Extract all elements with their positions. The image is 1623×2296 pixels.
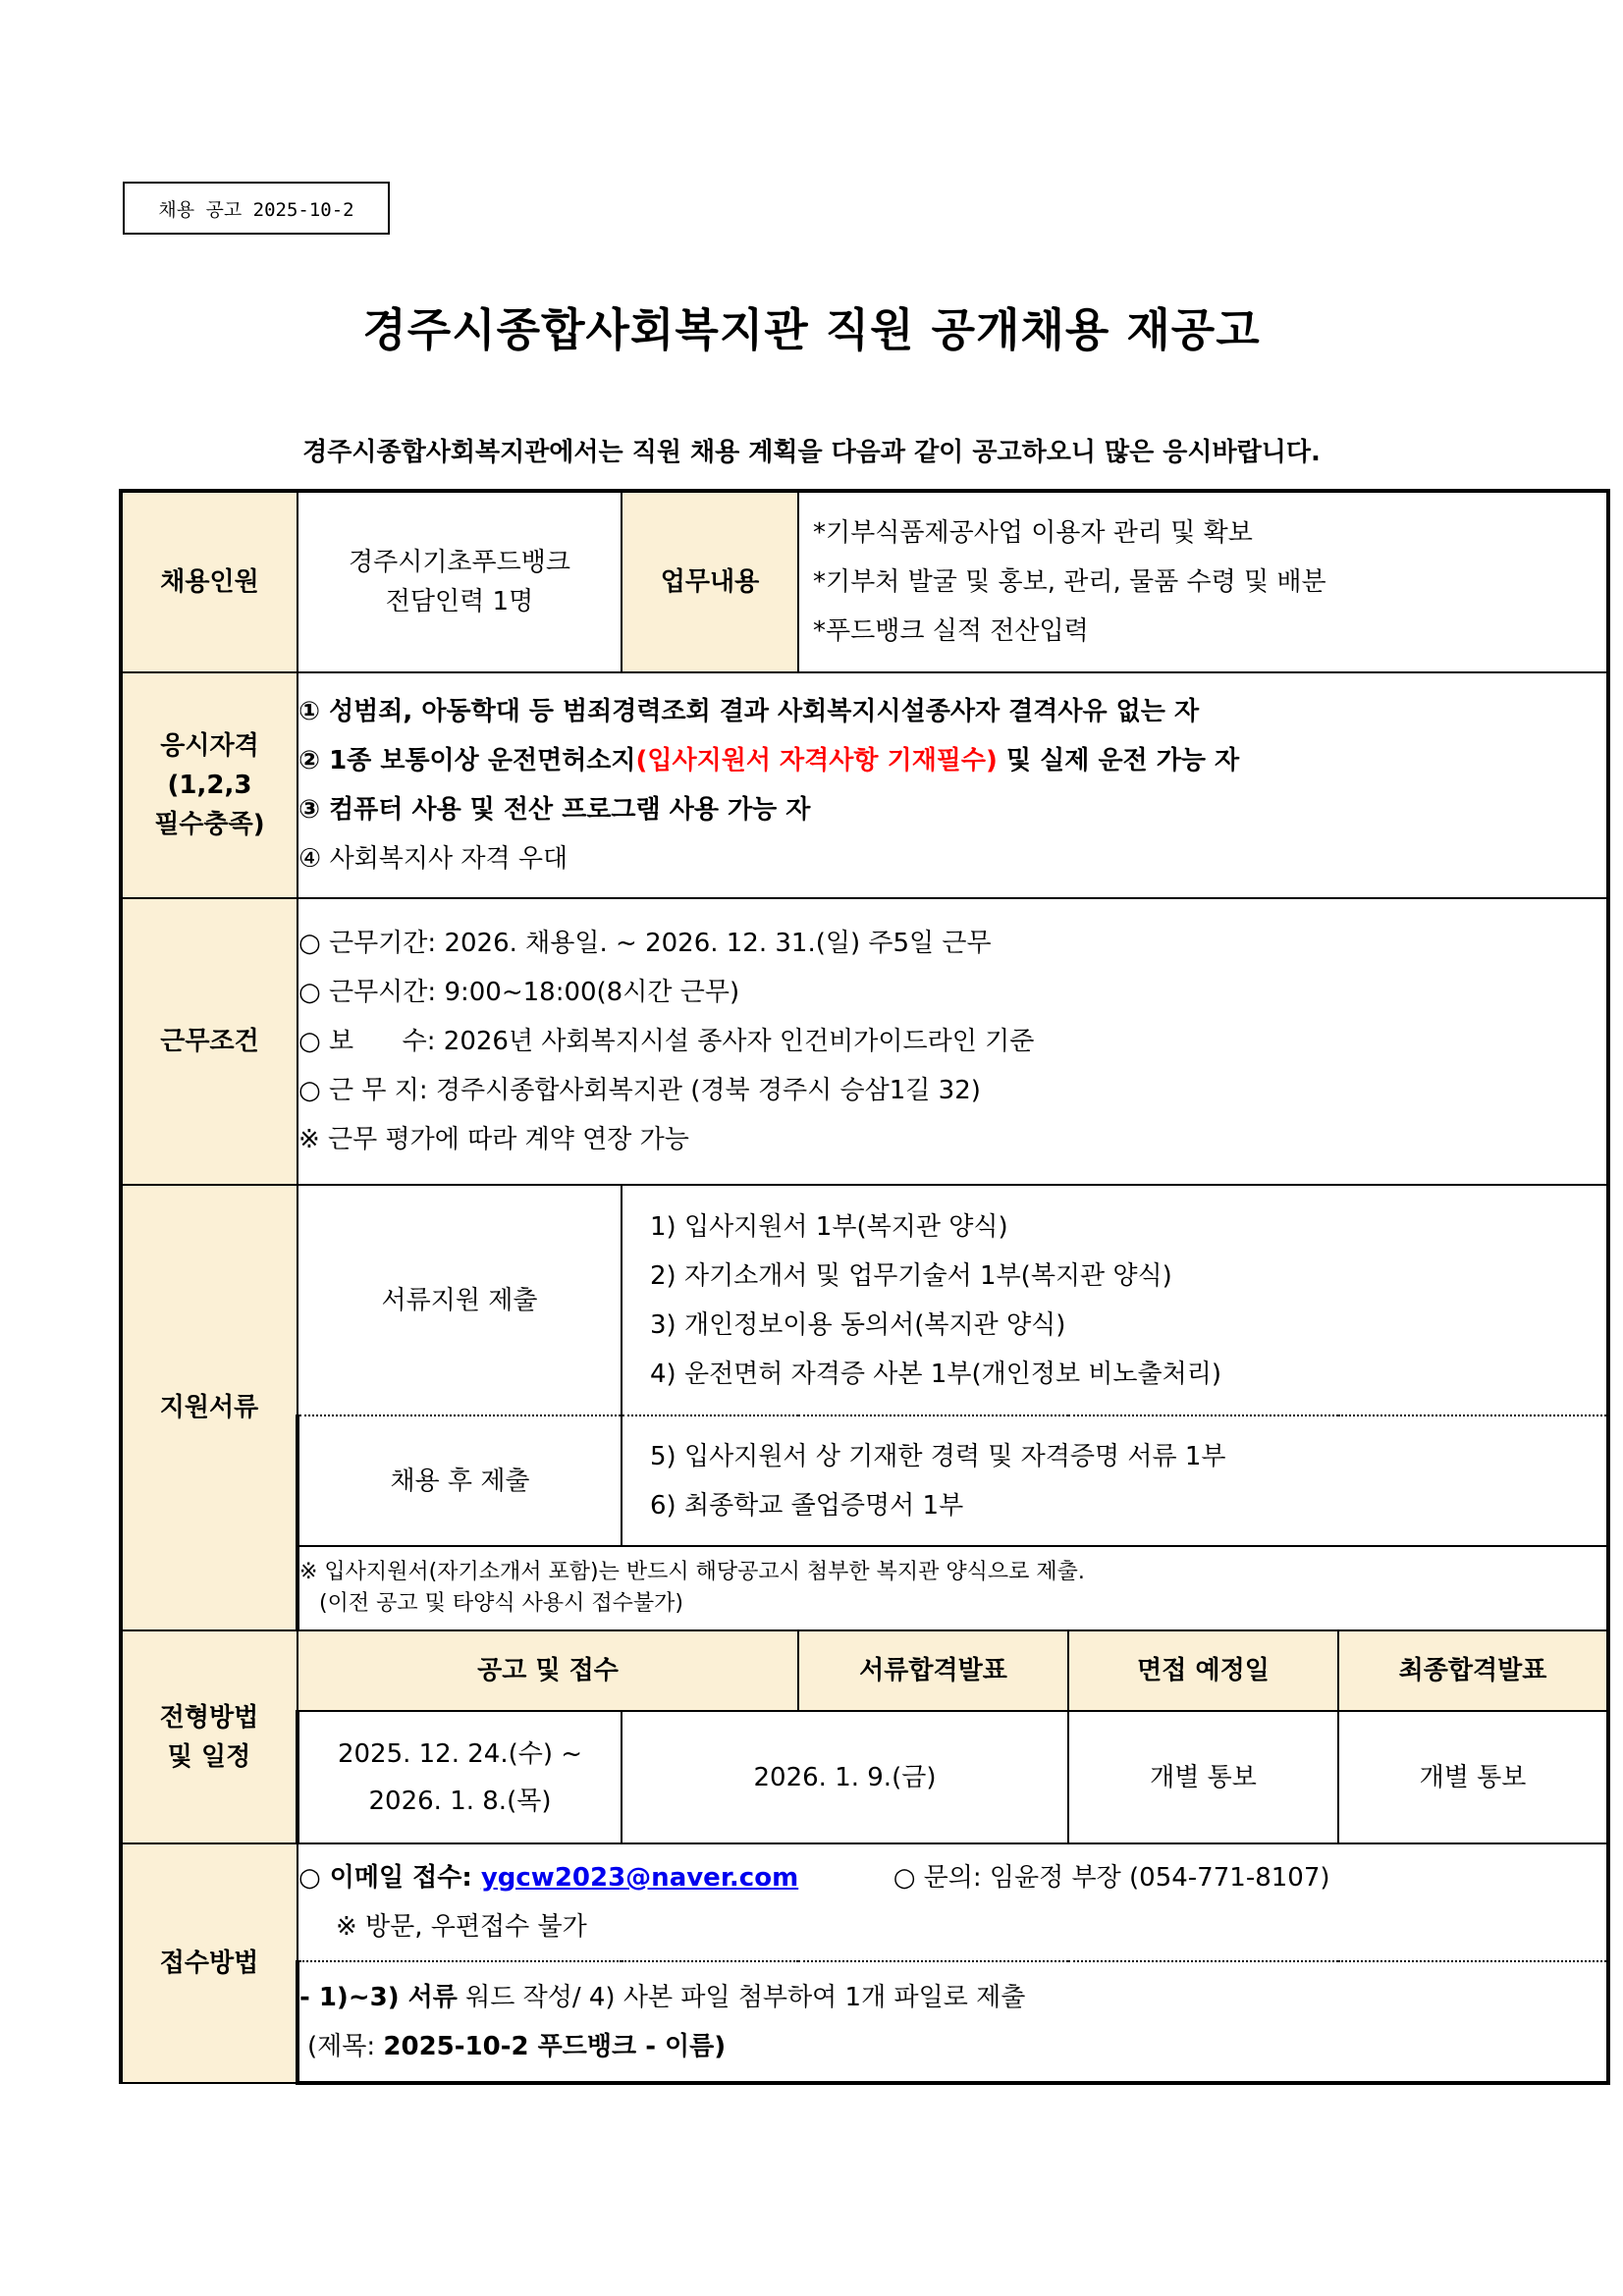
notice-number: 채용 공고 2025-10-2 xyxy=(158,198,354,221)
apply-label: 접수방법 xyxy=(121,1843,298,2083)
documents-after-label: 채용 후 제출 xyxy=(298,1415,622,1546)
condition-item: ○ 근무기간: 2026. 채용일. ~ 2026. 12. 31.(일) 주5일 근무 xyxy=(298,929,992,958)
apply-subject-bold: 2025-10-2 푸드뱅크 - 이름) xyxy=(383,2031,727,2061)
row-schedule-headers xyxy=(121,1630,1608,1711)
schedule-label-line2: 및 일정 xyxy=(167,1741,251,1772)
condition-item: ※ 근무 평가에 따라 계약 연장 가능 xyxy=(298,1125,689,1154)
schedule-announce-line2: 2026. 1. 8.(목) xyxy=(368,1786,552,1816)
qualification-item2-required: (입사지원서 자격사항 기재필수) xyxy=(635,746,998,775)
condition-item: ○ 보 수: 2026년 사회복지시설 종사자 인건비가이드라인 기준 xyxy=(298,1027,1035,1056)
documents-submit-list xyxy=(622,1185,1608,1415)
schedule-final-result: 개별 통보 xyxy=(1338,1711,1608,1843)
schedule-announce xyxy=(298,1711,622,1843)
qualification-item2-pre: ② 1종 보통이상 운전면허소지 xyxy=(298,746,636,775)
qualification-item: ① 성범죄, 아동학대 등 범죄경력조회 결과 사회복지시설종사자 결격사유 없는 자 xyxy=(298,697,1200,726)
qualification-item2-post: 및 실제 운전 가능 자 xyxy=(997,746,1240,775)
qualification-label-line1: 응시자격 xyxy=(160,731,259,761)
apply-file-pre: - 1)~3) 서류 xyxy=(299,1982,458,2012)
qualification-label-line2: (1,2,3 xyxy=(167,771,252,800)
row-documents-after xyxy=(121,1415,1608,1546)
apply-contact xyxy=(298,1843,1608,1961)
page-subtitle: 경주시종합사회복지관에서는 직원 채용 계획을 다음과 같이 공고하오니 많은 응시바랍니다. xyxy=(302,438,1321,467)
documents-after-list xyxy=(622,1415,1608,1546)
schedule-label xyxy=(121,1630,298,1843)
documents-note-line2: (이전 공고 및 타양식 사용시 접수불가) xyxy=(319,1591,683,1616)
apply-email-label: ○ 이메일 접수: xyxy=(298,1863,481,1893)
row-recruit xyxy=(121,491,1608,672)
recruitment-table xyxy=(119,489,1610,2085)
notice-number-box xyxy=(123,182,390,235)
apply-subject-pre: (제목: xyxy=(307,2031,384,2061)
qualification-list xyxy=(298,672,1608,898)
page-title: 경주시종합사회복지관 직원 공개채용 재공고 xyxy=(362,303,1261,356)
duty-label: 업무내용 xyxy=(622,491,798,672)
row-schedule-values xyxy=(121,1711,1608,1843)
recruit-position-line2: 전담인력 1명 xyxy=(385,587,534,616)
recruit-position xyxy=(298,491,622,672)
documents-label: 지원서류 xyxy=(121,1185,298,1630)
row-apply-top xyxy=(121,1843,1608,1961)
conditions-label: 근무조건 xyxy=(121,898,298,1185)
condition-item: ○ 근 무 지: 경주시종합사회복지관 (경북 경주시 승삼1길 32) xyxy=(298,1076,981,1105)
qualification-item: ③ 컴퓨터 사용 및 전산 프로그램 사용 가능 자 xyxy=(298,795,811,825)
recruit-label: 채용인원 xyxy=(121,491,298,672)
apply-email-line xyxy=(298,1853,1606,1902)
apply-file-line xyxy=(299,1973,1606,2022)
qualification-label-line3: 필수충족) xyxy=(154,810,265,839)
document-item: 3) 개인정보이용 동의서(복지관 양식) xyxy=(650,1309,1066,1340)
documents-note-line1: ※ 입사지원서(자기소개서 포함)는 반드시 해당공고시 첨부한 복지관 양식으로 제출. xyxy=(299,1560,1085,1584)
apply-file-post: 워드 작성/ 4) 사본 파일 첨부하여 1개 파일로 제출 xyxy=(457,1982,1026,2012)
duty-list xyxy=(798,491,1608,672)
schedule-header: 공고 및 접수 xyxy=(298,1630,798,1711)
documents-submit-label: 서류지원 제출 xyxy=(298,1185,622,1415)
schedule-interview: 개별 통보 xyxy=(1068,1711,1338,1843)
condition-item: ○ 근무시간: 9:00~18:00(8시간 근무) xyxy=(298,978,740,1007)
apply-file-instructions xyxy=(298,1961,1608,2083)
document-item: 4) 운전면허 자격증 사본 1부(개인정보 비노출처리) xyxy=(650,1359,1222,1389)
qualification-label xyxy=(121,672,298,898)
row-qualification xyxy=(121,672,1608,898)
apply-subject-line xyxy=(299,2022,1606,2071)
schedule-header: 최종합격발표 xyxy=(1338,1630,1608,1711)
apply-inquiry: ○ 문의: 임윤정 부장 (054-771-8107) xyxy=(893,1863,1330,1893)
document-item: 2) 자기소개서 및 업무기술서 1부(복지관 양식) xyxy=(650,1260,1172,1291)
conditions-list xyxy=(298,898,1608,1185)
qualification-item: ④ 사회복지사 자격 우대 xyxy=(298,844,568,874)
row-documents-submit xyxy=(121,1185,1608,1415)
recruit-position-line1: 경주시기초푸드뱅크 xyxy=(348,548,571,577)
schedule-header: 서류합격발표 xyxy=(798,1630,1068,1711)
row-documents-note xyxy=(121,1546,1608,1630)
apply-visit-note: ※ 방문, 우편접수 불가 xyxy=(336,1912,587,1942)
row-conditions xyxy=(121,898,1608,1185)
document-item: 1) 입사지원서 1부(복지관 양식) xyxy=(650,1211,1008,1242)
schedule-doc-result: 2026. 1. 9.(금) xyxy=(622,1711,1068,1843)
duty-item: *푸드뱅크 실적 전산입력 xyxy=(813,616,1089,646)
schedule-header: 면접 예정일 xyxy=(1068,1630,1338,1711)
duty-item: *기부처 발굴 및 홍보, 관리, 물품 수령 및 배분 xyxy=(813,567,1326,597)
schedule-label-line1: 전형방법 xyxy=(159,1702,259,1733)
document-item: 6) 최종학교 졸업증명서 1부 xyxy=(650,1490,964,1521)
duty-item: *기부식품제공사업 이용자 관리 및 확보 xyxy=(813,518,1253,548)
documents-note xyxy=(298,1546,1608,1630)
document-item: 5) 입사지원서 상 기재한 경력 및 자격증명 서류 1부 xyxy=(650,1441,1226,1471)
schedule-announce-line1: 2025. 12. 24.(수) ~ xyxy=(337,1738,583,1769)
row-apply-bottom xyxy=(121,1961,1608,2083)
apply-email-link[interactable]: ygcw2023@naver.com xyxy=(480,1863,799,1893)
qualification-item xyxy=(298,736,1606,785)
